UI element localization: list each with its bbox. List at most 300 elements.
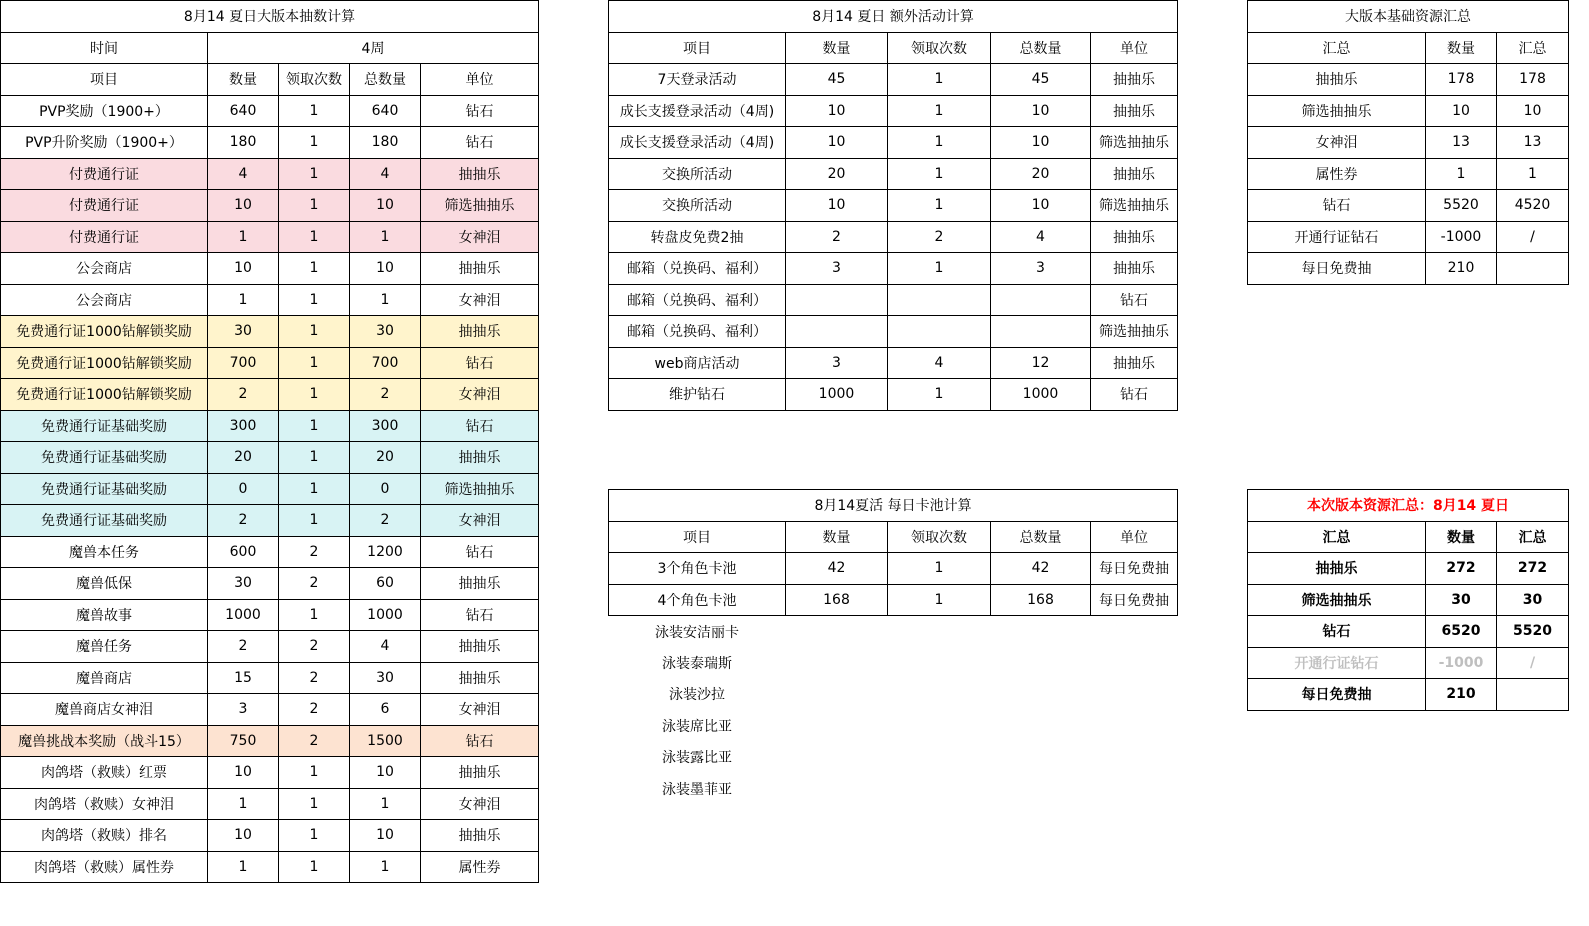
table-row	[1248, 253, 1569, 285]
table-row	[1, 158, 539, 190]
character-name: 泳装席比亚	[662, 718, 732, 735]
empty-cell	[991, 647, 1091, 679]
amount-cell: 750	[208, 725, 279, 757]
item-name-cell: 公会商店	[1, 253, 208, 285]
table-row	[1248, 95, 1569, 127]
empty-cell	[888, 710, 991, 742]
column-header: 数量	[786, 521, 888, 553]
empty-cell	[888, 679, 991, 711]
empty-cell	[786, 679, 888, 711]
table-row	[1, 410, 539, 442]
table-row	[1248, 679, 1569, 711]
amount-cell: 168	[786, 584, 888, 616]
item-name-cell: 免费通行证基础奖励	[1, 442, 208, 474]
unit-cell: 女神泪	[421, 379, 539, 411]
unit-cell: 抽抽乐	[421, 316, 539, 348]
table-row	[609, 553, 1178, 585]
unit-cell: 抽抽乐	[421, 158, 539, 190]
total-cell: 168	[991, 584, 1091, 616]
total-cell: 10	[991, 127, 1091, 159]
amount-cell: 10	[208, 253, 279, 285]
column-header: 领取次数	[888, 521, 991, 553]
item-name-cell: 成长支援登录活动（4周)	[609, 127, 786, 159]
amount-cell: 15	[208, 662, 279, 694]
amount-cell: 42	[786, 553, 888, 585]
amount-cell: 700	[208, 347, 279, 379]
version-summary-title: 本次版本资源汇总：8月14 夏日	[1248, 490, 1569, 522]
empty-cell	[991, 679, 1091, 711]
table-row	[1, 568, 539, 600]
item-name-cell: 免费通行证基础奖励	[1, 473, 208, 505]
summary-amount-cell: -1000	[1426, 221, 1497, 253]
table-row	[1, 505, 539, 537]
table-row	[1248, 64, 1569, 96]
table-row	[609, 64, 1178, 96]
table-row	[1, 127, 539, 159]
unit-cell: 钻石	[421, 599, 539, 631]
claim-count-cell: 1	[279, 347, 350, 379]
amount-cell: 10	[786, 127, 888, 159]
total-cell: 30	[350, 316, 421, 348]
claim-count-cell: 1	[279, 473, 350, 505]
item-name-cell: 付费通行证	[1, 221, 208, 253]
empty-cell	[888, 742, 991, 774]
empty-cell	[888, 616, 991, 648]
table-row	[1, 95, 539, 127]
claim-count-cell: 2	[888, 221, 991, 253]
total-cell: 60	[350, 568, 421, 600]
item-name-cell: 魔兽故事	[1, 599, 208, 631]
amount-cell: 10	[208, 820, 279, 852]
unit-cell: 钻石	[421, 127, 539, 159]
table-row	[1248, 190, 1569, 222]
amount-cell: 0	[208, 473, 279, 505]
character-name: 泳装墨菲亚	[662, 781, 732, 798]
character-name: 泳装沙拉	[669, 687, 725, 704]
item-name-cell: 3个角色卡池	[609, 553, 786, 585]
claim-count-cell: 1	[888, 127, 991, 159]
table-row	[1, 757, 539, 789]
column-header: 领取次数	[888, 32, 991, 64]
time-value: 4周	[208, 32, 539, 64]
empty-cell	[786, 647, 888, 679]
empty-cell	[1091, 679, 1178, 711]
character-row	[609, 647, 1178, 679]
table-row	[1, 599, 539, 631]
total-cell: 10	[350, 757, 421, 789]
summary-amount-cell: 178	[1426, 64, 1497, 96]
unit-cell: 抽抽乐	[1091, 347, 1178, 379]
claim-count-cell: 1	[279, 820, 350, 852]
claim-count-cell: 1	[279, 158, 350, 190]
amount-cell	[786, 284, 888, 316]
amount-cell: 10	[208, 190, 279, 222]
unit-cell: 抽抽乐	[421, 820, 539, 852]
total-cell: 1000	[350, 599, 421, 631]
claim-count-cell: 1	[279, 316, 350, 348]
table-row	[1248, 127, 1569, 159]
claim-count-cell: 2	[279, 725, 350, 757]
item-name-cell: 魔兽本任务	[1, 536, 208, 568]
summary-total-cell: 272	[1497, 553, 1569, 585]
summary-total-cell	[1497, 679, 1569, 711]
claim-count-cell: 1	[279, 221, 350, 253]
claim-count-cell	[888, 284, 991, 316]
total-cell: 1	[350, 284, 421, 316]
empty-cell	[888, 773, 991, 805]
amount-cell: 10	[786, 95, 888, 127]
table-row	[609, 158, 1178, 190]
table-row	[1248, 647, 1569, 679]
header-row	[1, 64, 539, 96]
total-cell: 45	[991, 64, 1091, 96]
summary-total-cell: 178	[1497, 64, 1569, 96]
summary-item-cell: 抽抽乐	[1248, 553, 1426, 585]
summary-item-cell: 开通行证钻石	[1248, 221, 1426, 253]
amount-cell: 20	[208, 442, 279, 474]
summary-total-cell: 1	[1497, 158, 1569, 190]
column-header: 汇总	[1248, 521, 1426, 553]
amount-cell: 2	[208, 379, 279, 411]
unit-cell: 钻石	[421, 347, 539, 379]
item-name-cell: 成长支援登录活动（4周)	[609, 95, 786, 127]
character-row	[609, 679, 1178, 711]
empty-cell	[1091, 647, 1178, 679]
item-name-cell: 魔兽挑战本奖励（战斗15）	[1, 725, 208, 757]
summary-item-cell: 抽抽乐	[1248, 64, 1426, 96]
total-cell: 180	[350, 127, 421, 159]
summary-item-cell: 钻石	[1248, 190, 1426, 222]
amount-cell	[786, 316, 888, 348]
table-row	[1, 694, 539, 726]
table-row	[609, 316, 1178, 348]
item-name-cell: 付费通行证	[1, 158, 208, 190]
column-header: 单位	[1091, 32, 1178, 64]
unit-cell: 每日免费抽	[1091, 584, 1178, 616]
unit-cell: 筛选抽抽乐	[421, 473, 539, 505]
table-row	[1, 473, 539, 505]
column-header: 总数量	[350, 64, 421, 96]
column-header: 单位	[421, 64, 539, 96]
item-name-cell: 7天登录活动	[609, 64, 786, 96]
total-cell: 1500	[350, 725, 421, 757]
unit-cell: 钻石	[421, 410, 539, 442]
summary-total-cell	[1497, 253, 1569, 285]
item-name-cell: 肉鸽塔（救赎）红票	[1, 757, 208, 789]
column-header: 项目	[1, 64, 208, 96]
amount-cell: 1000	[208, 599, 279, 631]
amount-cell: 1	[208, 284, 279, 316]
summary-total-cell: 10	[1497, 95, 1569, 127]
unit-cell: 抽抽乐	[1091, 64, 1178, 96]
item-name-cell: web商店活动	[609, 347, 786, 379]
total-cell: 300	[350, 410, 421, 442]
item-name-cell: 免费通行证基础奖励	[1, 505, 208, 537]
amount-cell: 2	[786, 221, 888, 253]
total-cell: 4	[350, 158, 421, 190]
unit-cell: 钻石	[1091, 379, 1178, 411]
claim-count-cell: 2	[279, 536, 350, 568]
unit-cell: 筛选抽抽乐	[421, 190, 539, 222]
table-row	[609, 95, 1178, 127]
claim-count-cell: 1	[279, 190, 350, 222]
time-label: 时间	[1, 32, 208, 64]
empty-cell	[786, 710, 888, 742]
summary-item-cell: 每日免费抽	[1248, 253, 1426, 285]
column-header: 项目	[609, 521, 786, 553]
claim-count-cell: 1	[888, 190, 991, 222]
amount-cell: 1	[208, 851, 279, 883]
summary-total-cell: 5520	[1497, 616, 1569, 648]
item-name-cell: 交换所活动	[609, 190, 786, 222]
unit-cell: 女神泪	[421, 221, 539, 253]
total-cell: 4	[350, 631, 421, 663]
empty-cell	[1091, 742, 1178, 774]
character-name: 泳装安洁丽卡	[655, 624, 739, 641]
total-cell: 700	[350, 347, 421, 379]
claim-count-cell: 1	[279, 757, 350, 789]
column-header: 数量	[1426, 32, 1497, 64]
table-row	[1248, 553, 1569, 585]
unit-cell: 抽抽乐	[1091, 95, 1178, 127]
summary-item-cell: 属性券	[1248, 158, 1426, 190]
base-summary-title: 大版本基础资源汇总	[1248, 1, 1569, 33]
table-row	[1248, 616, 1569, 648]
table-row	[1248, 158, 1569, 190]
table-row	[1, 379, 539, 411]
unit-cell: 女神泪	[421, 694, 539, 726]
column-header: 数量	[786, 32, 888, 64]
empty-cell	[991, 742, 1091, 774]
amount-cell: 10	[786, 190, 888, 222]
item-name-cell: 转盘皮免费2抽	[609, 221, 786, 253]
total-cell	[991, 284, 1091, 316]
table-row	[1, 536, 539, 568]
summary-amount-cell: 272	[1426, 553, 1497, 585]
column-header: 汇总	[1248, 32, 1426, 64]
column-header: 总数量	[991, 521, 1091, 553]
unit-cell: 抽抽乐	[421, 631, 539, 663]
character-name: 泳装泰瑞斯	[662, 655, 732, 672]
item-name-cell: 交换所活动	[609, 158, 786, 190]
item-name-cell: 邮箱（兑换码、福利）	[609, 316, 786, 348]
total-cell: 10	[350, 190, 421, 222]
item-name-cell: 免费通行证1000钻解锁奖励	[1, 316, 208, 348]
empty-cell	[786, 616, 888, 648]
character-row	[609, 773, 1178, 805]
summary-item-cell: 开通行证钻石	[1248, 647, 1426, 679]
table-row	[1, 788, 539, 820]
claim-count-cell: 1	[888, 584, 991, 616]
item-name-cell: 魔兽商店	[1, 662, 208, 694]
amount-cell: 600	[208, 536, 279, 568]
summary-amount-cell: 5520	[1426, 190, 1497, 222]
amount-cell: 1000	[786, 379, 888, 411]
total-cell: 42	[991, 553, 1091, 585]
header-row	[1248, 521, 1569, 553]
summary-amount-cell: 1	[1426, 158, 1497, 190]
unit-cell: 女神泪	[421, 284, 539, 316]
unit-cell: 抽抽乐	[421, 757, 539, 789]
claim-count-cell: 1	[279, 284, 350, 316]
main-draw-table	[0, 0, 539, 883]
item-name-cell: 肉鸽塔（救赎）属性券	[1, 851, 208, 883]
summary-item-cell: 女神泪	[1248, 127, 1426, 159]
total-cell: 20	[350, 442, 421, 474]
column-header: 汇总	[1497, 32, 1569, 64]
item-name-cell: 维护钻石	[609, 379, 786, 411]
table-row	[609, 190, 1178, 222]
table-row	[1, 221, 539, 253]
amount-cell: 1	[208, 788, 279, 820]
claim-count-cell: 1	[279, 253, 350, 285]
amount-cell: 20	[786, 158, 888, 190]
claim-count-cell: 1	[279, 379, 350, 411]
claim-count-cell: 1	[279, 410, 350, 442]
table-row	[609, 379, 1178, 411]
summary-item-cell: 钻石	[1248, 616, 1426, 648]
unit-cell: 钻石	[421, 725, 539, 757]
unit-cell: 筛选抽抽乐	[1091, 190, 1178, 222]
header-row	[609, 521, 1178, 553]
total-cell: 1	[350, 788, 421, 820]
unit-cell: 抽抽乐	[421, 662, 539, 694]
claim-count-cell: 1	[279, 599, 350, 631]
unit-cell: 钻石	[421, 95, 539, 127]
column-header: 单位	[1091, 521, 1178, 553]
summary-amount-cell: 210	[1426, 679, 1497, 711]
column-header: 领取次数	[279, 64, 350, 96]
amount-cell: 300	[208, 410, 279, 442]
character-row	[609, 742, 1178, 774]
item-name-cell: 免费通行证1000钻解锁奖励	[1, 347, 208, 379]
total-cell: 1200	[350, 536, 421, 568]
table-row	[1, 851, 539, 883]
character-row	[609, 616, 1178, 648]
table-row	[1248, 584, 1569, 616]
summary-amount-cell: 13	[1426, 127, 1497, 159]
total-cell: 10	[991, 190, 1091, 222]
summary-total-cell: /	[1497, 221, 1569, 253]
amount-cell: 3	[786, 253, 888, 285]
unit-cell: 钻石	[421, 536, 539, 568]
summary-amount-cell: 210	[1426, 253, 1497, 285]
claim-count-cell: 1	[279, 788, 350, 820]
item-name-cell: PVP奖励（1900+）	[1, 95, 208, 127]
summary-amount-cell: -1000	[1426, 647, 1497, 679]
unit-cell: 每日免费抽	[1091, 553, 1178, 585]
table-row	[1, 284, 539, 316]
total-cell: 3	[991, 253, 1091, 285]
claim-count-cell: 1	[888, 95, 991, 127]
column-header: 总数量	[991, 32, 1091, 64]
claim-count-cell: 2	[279, 662, 350, 694]
pool-table-title: 8月14夏活 每日卡池计算	[609, 490, 1178, 522]
claim-count-cell: 2	[279, 631, 350, 663]
item-name-cell: 魔兽低保	[1, 568, 208, 600]
extra-activity-table	[608, 0, 1178, 411]
empty-cell	[1091, 710, 1178, 742]
column-header: 数量	[208, 64, 279, 96]
summary-item-cell: 筛选抽抽乐	[1248, 95, 1426, 127]
empty-cell	[1091, 616, 1178, 648]
summary-item-cell: 每日免费抽	[1248, 679, 1426, 711]
unit-cell: 属性券	[421, 851, 539, 883]
claim-count-cell: 1	[888, 253, 991, 285]
claim-count-cell: 1	[888, 379, 991, 411]
total-cell: 10	[350, 253, 421, 285]
unit-cell: 抽抽乐	[421, 442, 539, 474]
table-row	[609, 127, 1178, 159]
main-table-title: 8月14 夏日大版本抽数计算	[1, 1, 539, 33]
total-cell: 30	[350, 662, 421, 694]
unit-cell: 筛选抽抽乐	[1091, 316, 1178, 348]
summary-total-cell: 30	[1497, 584, 1569, 616]
total-cell: 640	[350, 95, 421, 127]
column-header: 数量	[1426, 521, 1497, 553]
item-name-cell: 邮箱（兑换码、福利）	[609, 284, 786, 316]
item-name-cell: 邮箱（兑换码、福利）	[609, 253, 786, 285]
amount-cell: 2	[208, 631, 279, 663]
empty-cell	[1091, 773, 1178, 805]
summary-amount-cell: 30	[1426, 584, 1497, 616]
empty-cell	[991, 773, 1091, 805]
total-cell: 4	[991, 221, 1091, 253]
header-row	[609, 32, 1178, 64]
empty-cell	[888, 647, 991, 679]
table-row	[1, 631, 539, 663]
amount-cell: 3	[786, 347, 888, 379]
table-row	[1, 725, 539, 757]
empty-cell	[786, 742, 888, 774]
table-row	[609, 584, 1178, 616]
table-row	[1, 253, 539, 285]
table-row	[1, 662, 539, 694]
summary-total-cell: 13	[1497, 127, 1569, 159]
amount-cell: 30	[208, 568, 279, 600]
amount-cell: 4	[208, 158, 279, 190]
table-row	[609, 221, 1178, 253]
claim-count-cell: 1	[279, 442, 350, 474]
table-row	[609, 284, 1178, 316]
version-summary-table	[1247, 489, 1569, 711]
daily-pool-table	[608, 489, 1178, 805]
amount-cell: 180	[208, 127, 279, 159]
column-header: 汇总	[1497, 521, 1569, 553]
total-cell: 1	[350, 851, 421, 883]
summary-item-cell: 筛选抽抽乐	[1248, 584, 1426, 616]
claim-count-cell: 1	[279, 851, 350, 883]
total-cell: 12	[991, 347, 1091, 379]
item-name-cell: 魔兽任务	[1, 631, 208, 663]
amount-cell: 3	[208, 694, 279, 726]
claim-count-cell: 1	[888, 64, 991, 96]
total-cell	[991, 316, 1091, 348]
claim-count-cell: 1	[888, 158, 991, 190]
summary-amount-cell: 10	[1426, 95, 1497, 127]
amount-cell: 30	[208, 316, 279, 348]
total-cell: 1	[350, 221, 421, 253]
claim-count-cell: 1	[888, 553, 991, 585]
header-row	[1248, 32, 1569, 64]
total-cell: 2	[350, 379, 421, 411]
table-row	[609, 253, 1178, 285]
total-cell: 6	[350, 694, 421, 726]
unit-cell: 钻石	[1091, 284, 1178, 316]
item-name-cell: 肉鸽塔（救赎）排名	[1, 820, 208, 852]
item-name-cell: 魔兽商店女神泪	[1, 694, 208, 726]
character-row	[609, 710, 1178, 742]
